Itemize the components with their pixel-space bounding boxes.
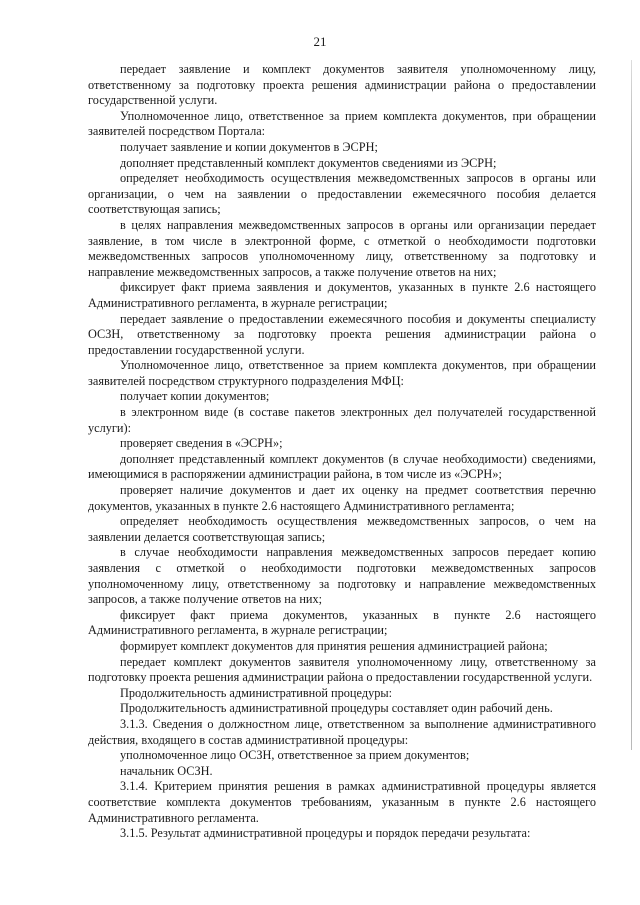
paragraph: уполномоченное лицо ОСЗН, ответственное за прием документов; — [120, 748, 470, 763]
paragraph: передает заявление о предоставлении ежемесячного пособия и документы специалисту ОСЗН, ответственному за подготовку проекта решения администрации района о предоставлении государственной услуги. — [88, 311, 596, 357]
paragraph: в целях направления межведомственных запросов в органы или организации передает заявление, в том числе в электронной форме, с отметкой о необходимости подготовки межведомственных запросов уполномоченному лицу, ответственному за подготовку и направление межведомственных запросов, а также получение ответов на них; — [88, 217, 596, 279]
paragraph: получает копии документов; — [120, 389, 270, 404]
paragraph: фиксирует факт приема документов, указанных в пункте 2.6 настоящего Административного регламента, в журнале регистрации; — [88, 607, 596, 638]
paragraph: Уполномоченное лицо, ответственное за прием комплекта документов, при обращении заявителей посредством структурного подразделения МФЦ: — [88, 358, 596, 388]
page-number: 21 — [313, 34, 327, 49]
paragraph: в электронном виде (в составе пакетов электронных дел получателей государственной услуги): — [88, 405, 596, 435]
paragraph: проверяет сведения в «ЭСРН»; — [120, 436, 283, 451]
paragraph: в случае необходимости направления межведомственных запросов передает копию заявления с отметкой о необходимости подготовки межведомственных запросов уполномоченному лицу, ответственному за подготовку и направление межведомственных запросов, а также получение ответов на них; — [88, 545, 596, 607]
paragraph: проверяет наличие документов и дает их оценку на предмет соответствия перечню документов, указанных в пункте 2.6 настоящего Административного регламента; — [88, 483, 596, 513]
paragraph: 3.1.5. Результат административной процедуры и порядок передачи результата: — [120, 826, 531, 841]
paragraph: Уполномоченное лицо, ответственное за прием комплекта документов, при обращении заявителей посредством Портала: — [88, 108, 596, 139]
document-body — [88, 62, 596, 842]
paragraph: определяет необходимость осуществления межведомственных запросов в органы или организации, о чем на заявлении о предоставлении ежемесячного пособия делается соответствующая запись; — [88, 171, 596, 217]
paragraph: фиксирует факт приема заявления и документов, указанных в пункте 2.6 настоящего Административного регламента, в журнале регистрации; — [88, 280, 596, 310]
paragraph: начальник ОСЗН. — [120, 763, 213, 778]
paragraph: дополняет представленный комплект документов сведениями из ЭСРН; — [120, 155, 497, 170]
paragraph: определяет необходимость осуществления межведомственных запросов, о чем на заявлении делается соответствующая запись; — [88, 514, 596, 544]
paragraph: получает заявление и копии документов в ЭСРН; — [120, 139, 378, 154]
paragraph: дополняет представленный комплект документов (в случае необходимости) сведениями, имеющимися в распоряжении администрации района, в том числе из «ЭСРН»; — [88, 451, 596, 482]
paragraph: передает заявление и комплект документов заявителя уполномоченному лицу, ответственному за подготовку проекта решения администрации района о предоставлении государственной услуги. — [88, 62, 596, 108]
paragraph: 3.1.3. Сведения о должностном лице, ответственном за выполнение административного действия, входящего в состав административной процедуры: — [88, 716, 596, 747]
paragraph: Продолжительность административной процедуры: — [120, 685, 393, 700]
paragraph: формирует комплект документов для принятия решения администрацией района; — [120, 638, 548, 653]
paragraph: 3.1.4. Критерием принятия решения в рамках административной процедуры является соответствие комплекта документов требованиям, указанным в пункте 2.6 настоящего Административного регламента. — [88, 779, 596, 825]
scan-edge-line — [631, 60, 632, 750]
paragraph: Продолжительность административной процедуры составляет один рабочий день. — [120, 701, 553, 716]
paragraph: передает комплект документов заявителя уполномоченному лицу, ответственному за подготовку проекта решения администрации района о предоставлении государственной услуги. — [88, 654, 596, 685]
